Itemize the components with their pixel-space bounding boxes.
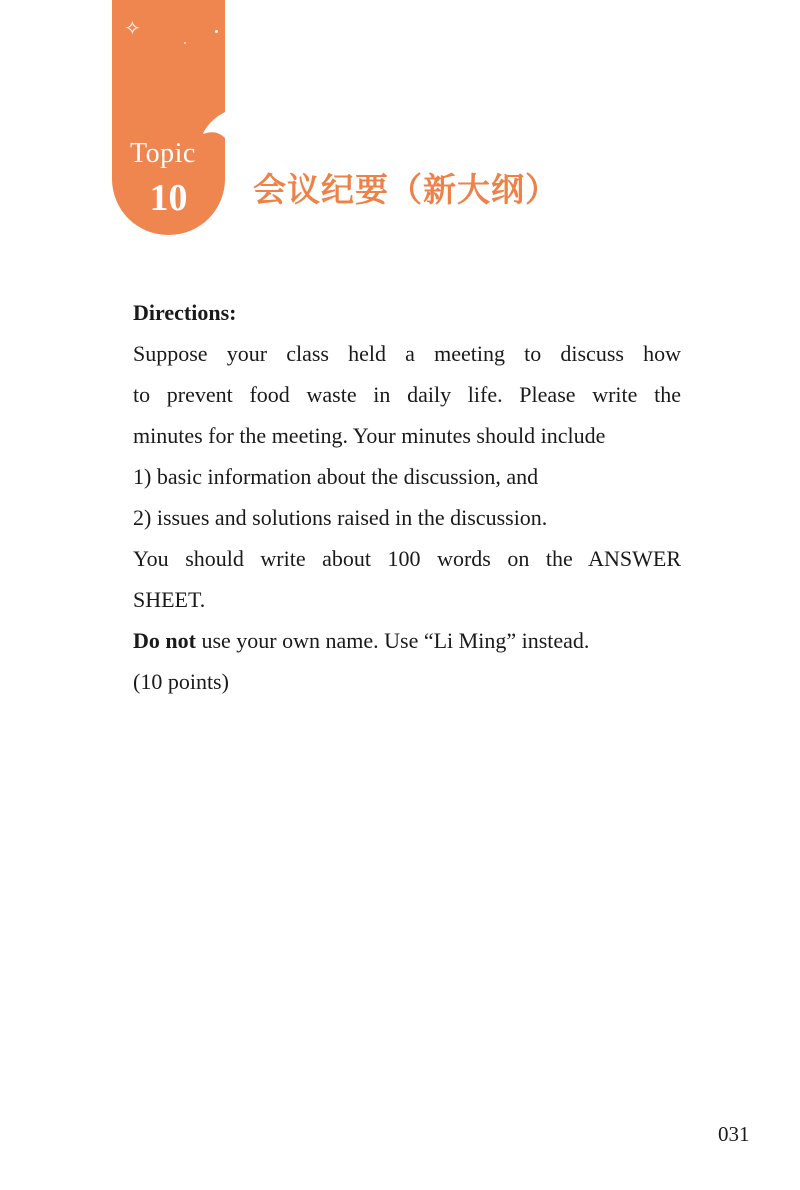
name-note-text: use your own name. Use “Li Ming” instead. (195, 628, 590, 653)
sparkle-icon: ✧ (124, 16, 141, 40)
directions-line: You should write about 100 words on the ANSWER (133, 546, 681, 571)
directions-line: to prevent food waste in daily life. Please write the (133, 382, 681, 407)
directions-line: Suppose your class held a meeting to discuss how (133, 341, 681, 366)
directions-line: minutes for the meeting. Your minutes should include (133, 423, 606, 448)
page-number: 031 (718, 1122, 750, 1146)
directions-title: Directions: (133, 300, 237, 325)
points-note: (10 points) (133, 669, 229, 694)
topic-number: 10 (149, 177, 188, 219)
directions-block (133, 292, 681, 702)
name-note-bold: Do not (133, 628, 196, 653)
directions-line: SHEET. (133, 587, 206, 612)
name-note (133, 620, 681, 661)
topic-label: Topic (130, 138, 196, 169)
page-title: 会议纪要（新大纲） (253, 170, 559, 209)
directions-line: 1) basic information about the discussion, and (133, 464, 539, 489)
dot-decoration (184, 42, 186, 44)
directions-line: 2) issues and solutions raised in the discussion. (133, 505, 548, 530)
dot-decoration (215, 30, 218, 33)
